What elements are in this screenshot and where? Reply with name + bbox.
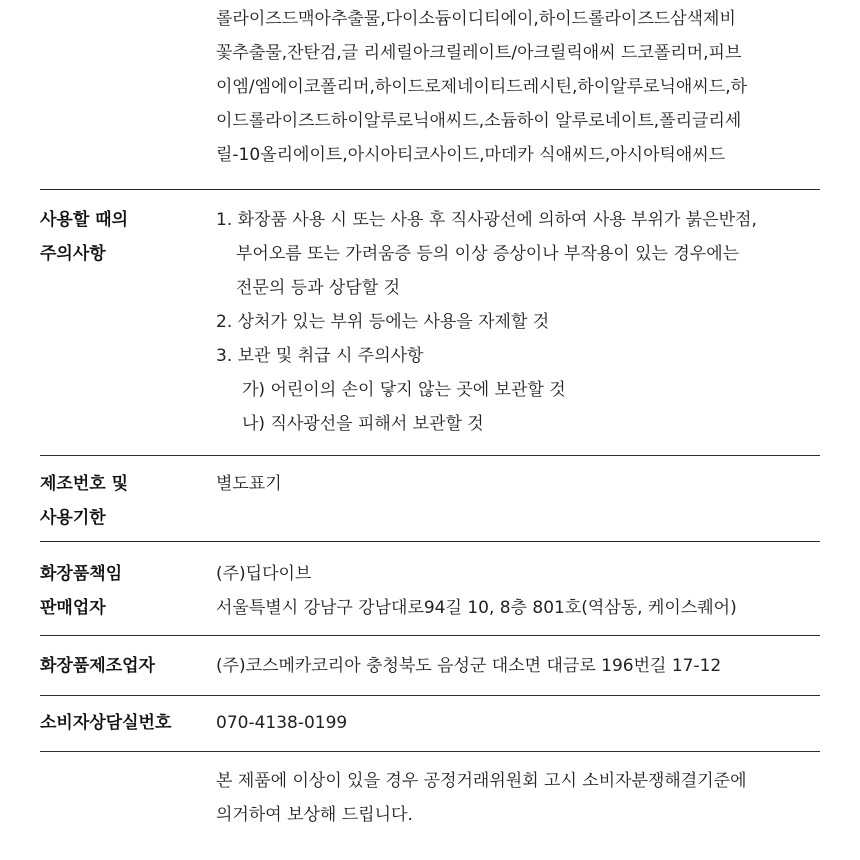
precaution-item: 2. 상처가 있는 부위 등에는 사용을 자제할 것 (216, 312, 550, 332)
precaution-item: 부어오름 또는 가려움증 등의 이상 증상이나 부작용이 있는 경우에는 (236, 244, 740, 264)
ingredients-line: 꽃추출물,잔탄검,글 리세릴아크릴레이트/아크릴릭애씨 드코폴리머,피브 (216, 43, 742, 63)
seller-row (40, 542, 820, 636)
manufacture-label-line: 제조번호 및 (40, 474, 129, 494)
precaution-item: 전문의 등과 상담할 것 (236, 278, 401, 298)
precaution-item: 1. 화장품 사용 시 또는 사용 후 직사광선에 의하여 사용 부위가 붉은반점, (216, 210, 757, 230)
ingredients-line: 이엠/엠에이코폴리머,하이드로제네이티드레시틴,하이알루로닉애씨드,하 (216, 77, 748, 97)
manufacturer-value (216, 649, 820, 695)
consumer-center-phone: 070-4138-0199 (216, 713, 348, 733)
manufacture-label-line: 사용기한 (40, 508, 106, 528)
ingredients-line: 롤라이즈드맥아추출물,다이소듐이디티에이,하이드롤라이즈드삼색제비 (216, 9, 736, 29)
manufacture-value (216, 467, 820, 541)
ingredients-label (40, 2, 216, 189)
manufacturer-label: 화장품제조업자 (40, 656, 155, 676)
precautions-label-line: 주의사항 (40, 244, 106, 264)
precautions-list (216, 203, 820, 455)
ingredients-line: 이드롤라이즈드하이알루로닉애씨드,소듐하이 알루로네이트,폴리글리세 (216, 111, 742, 131)
precautions-label (40, 203, 216, 455)
precaution-subitem: 나) 직사광선을 피해서 보관할 것 (242, 414, 484, 434)
product-info-table (40, 0, 820, 842)
precaution-item: 3. 보관 및 취급 시 주의사항 (216, 346, 424, 366)
consumer-center-label: 소비자상담실번호 (40, 713, 172, 733)
precautions-row (40, 190, 820, 456)
precautions-label-line: 사용할 때의 (40, 210, 129, 230)
ingredients-value (216, 2, 820, 189)
manufacture-value-text: 별도표기 (216, 474, 282, 494)
precaution-subitem: 가) 어린이의 손이 닿지 않는 곳에 보관할 것 (242, 380, 566, 400)
manufacture-label (40, 467, 216, 541)
seller-name: (주)딥다이브 (216, 564, 312, 584)
seller-value (216, 557, 820, 635)
compensation-line: 의거하여 보상해 드립니다. (216, 805, 413, 825)
consumer-center-value (216, 706, 820, 751)
manufacturer-value-text: (주)코스메카코리아 충청북도 음성군 대소면 대금로 196번길 17-12 (216, 656, 722, 676)
ingredients-row (40, 0, 820, 190)
seller-label-line: 판매업자 (40, 598, 106, 618)
manufacture-row (40, 456, 820, 542)
compensation-value (216, 764, 820, 842)
seller-address: 서울특별시 강남구 강남대로94길 10, 8층 801호(역삼동, 케이스퀘어) (216, 598, 737, 618)
consumer-center-row (40, 696, 820, 752)
compensation-row (40, 752, 820, 842)
ingredients-line: 릴-10올리에이트,아시아티코사이드,마데카 식애씨드,아시아틱애씨드 (216, 145, 726, 165)
manufacturer-row (40, 636, 820, 696)
seller-label-line: 화장품책임 (40, 564, 123, 584)
compensation-label (40, 764, 216, 842)
seller-label (40, 557, 216, 635)
compensation-line: 본 제품에 이상이 있을 경우 공정거래위원회 고시 소비자분쟁해결기준에 (216, 771, 747, 791)
